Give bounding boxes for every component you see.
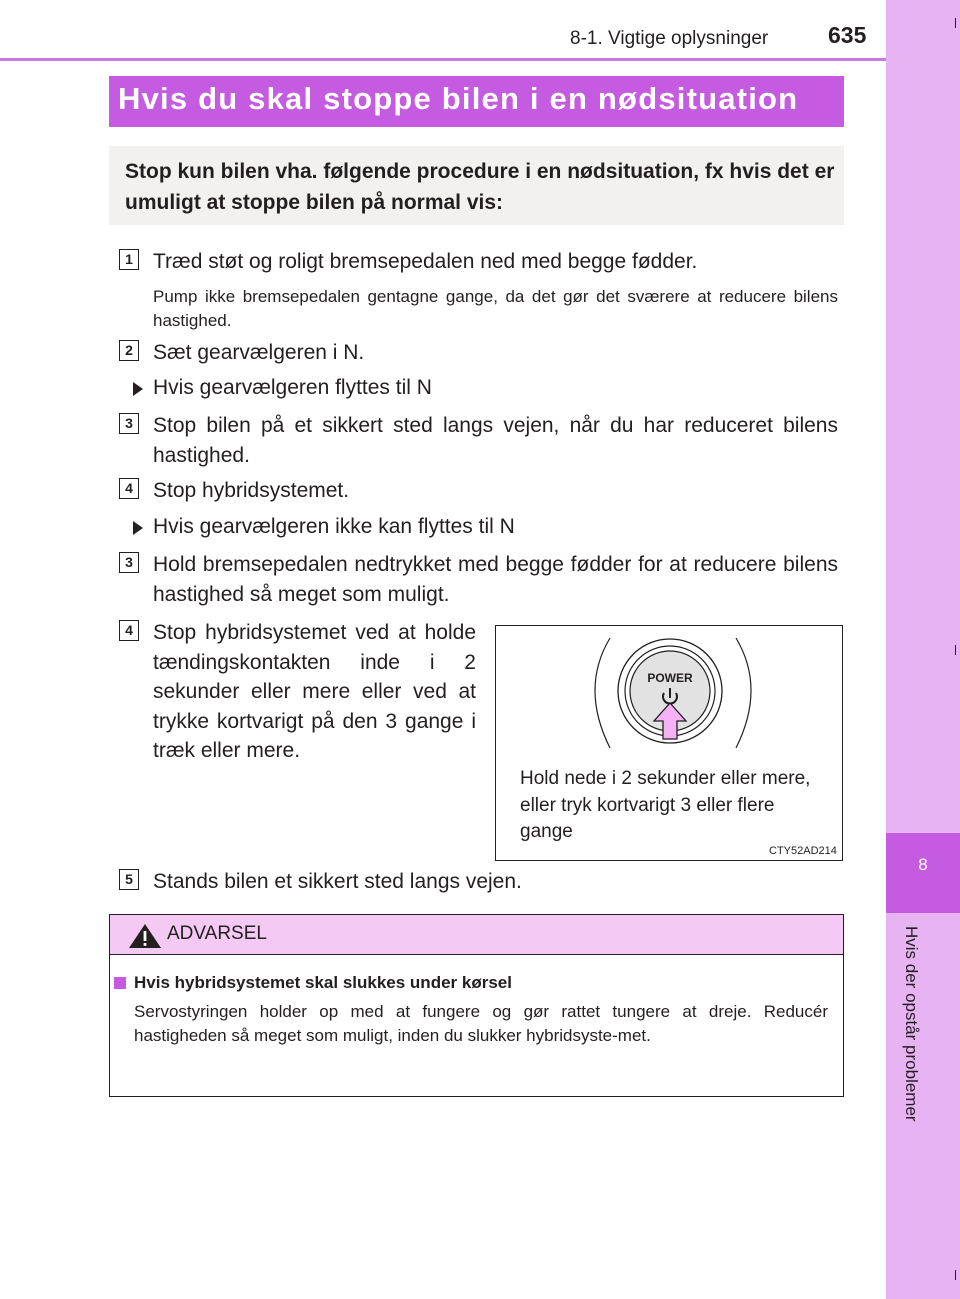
step-text: Hold bremsepedalen nedtrykket med begge fødder for at reducere bilens hastighed så meget som muligt. [153, 553, 838, 606]
triangle-bullet-icon [133, 382, 143, 396]
step-number: 1 [119, 249, 139, 270]
condition-heading: Hvis gearvælgeren ikke kan flyttes til N [153, 515, 515, 538]
step-number: 5 [119, 869, 139, 890]
step-number: 3 [119, 552, 139, 573]
step-text: Stands bilen et sikkert sted langs vejen. [153, 870, 522, 893]
step-text: Sæt gearvælgeren i N. [153, 341, 365, 364]
condition-heading: Hvis gearvælgeren flyttes til N [153, 376, 432, 399]
figure-code: CTY52AD214 [769, 845, 837, 857]
power-button-icon [560, 628, 780, 768]
warning-subtitle: Hvis hybridsystemet skal slukkes under kørsel [134, 973, 512, 992]
step-number: 4 [119, 620, 139, 641]
chapter-number: 8 [918, 855, 928, 874]
motion-arc [736, 638, 751, 748]
warning-title: ADVARSEL [167, 923, 267, 944]
warning-body: Servostyringen holder op med at fungere og gør rattet tungere at dreje. Reducér hastigheden så meget som muligt, inden du slukker hybridsyste-met. [134, 1002, 828, 1045]
step-text: Stop hybridsystemet ved at holde tændingskontakten inde i 2 sekunder eller mere eller ved at trykke kortvarigt på den 3 gange i træk eller mere. [153, 621, 476, 762]
power-label: POWER [647, 671, 693, 685]
section-title: 8-1. Vigtige oplysninger [570, 28, 769, 49]
crop-mark [955, 1270, 956, 1280]
triangle-bullet-icon [133, 521, 143, 535]
step-note: Pump ikke bremsepedalen gentagne gange, da det gør det sværere at reducere bilens hastighed. [153, 287, 838, 330]
header-rule [0, 58, 886, 61]
intro-text: Stop kun bilen vha. følgende procedure i en nødsituation, fx hvis det er umuligt at stoppe bilen på normal vis: [125, 160, 835, 214]
crop-mark [955, 645, 956, 655]
chapter-title: Hvis der opstår problemer [902, 926, 921, 1122]
step-text: Stop bilen på et sikkert sted langs vejen, når du har reduceret bilens hastighed. [153, 414, 838, 467]
page-heading: Hvis du skal stoppe bilen i en nødsituation [118, 81, 799, 116]
step-text: Stop hybridsystemet. [153, 479, 350, 502]
square-bullet-icon [114, 977, 126, 989]
step-number: 4 [119, 478, 139, 499]
page-number: 635 [828, 22, 867, 48]
figure-caption: Hold nede i 2 sekunder eller mere, eller tryk kortvarigt 3 eller flere gange [520, 768, 811, 842]
warning-triangle-icon [128, 923, 162, 949]
step-number: 2 [119, 340, 139, 361]
step-number: 3 [119, 413, 139, 434]
motion-arc [595, 638, 610, 748]
step-text: Træd støt og roligt bremsepedalen ned med begge fødder. [153, 250, 698, 273]
crop-mark [955, 18, 956, 28]
